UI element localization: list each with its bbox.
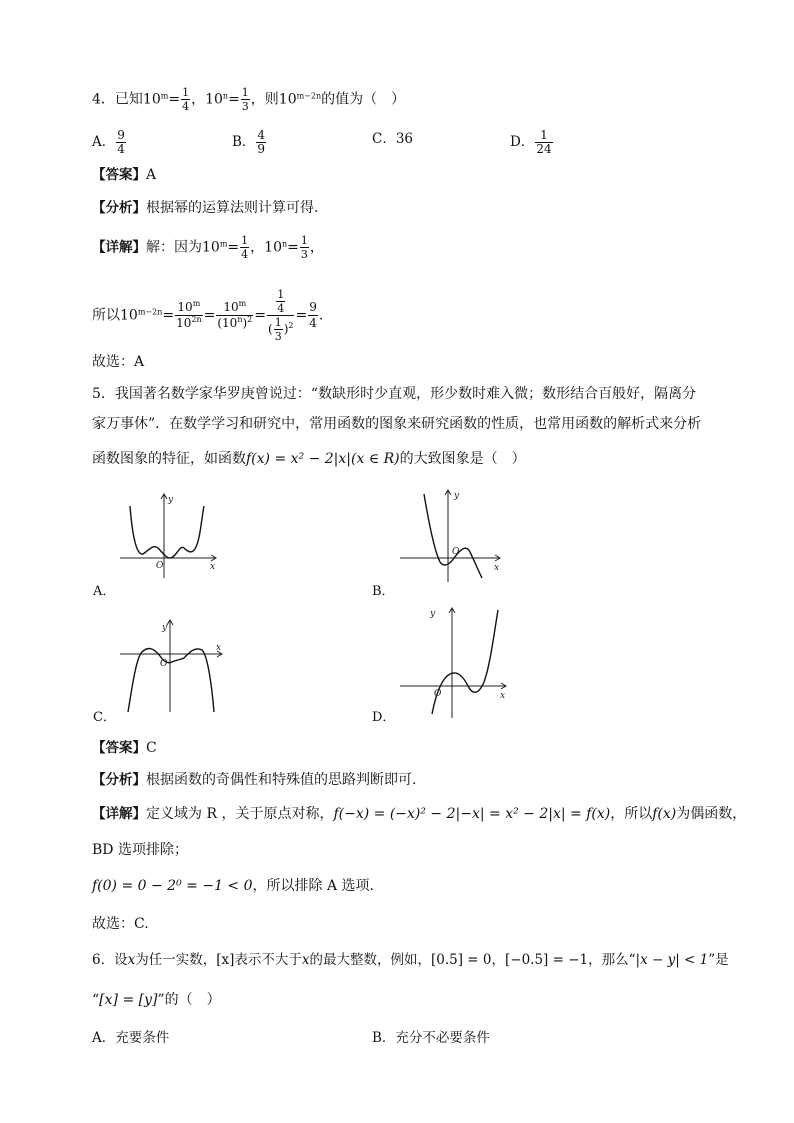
q4-choice: 故选：A [92, 354, 145, 370]
q4-option-a: A． $\frac{9}{4}$ [92, 128, 125, 156]
q4-number: 4． [92, 91, 115, 108]
svg-text:y: y [162, 623, 168, 633]
q4-option-d: D． $\frac{1}{24}$ [510, 128, 552, 156]
q5-detail-line1: 【详解】定义域为 R ，关于原点对称，f(−x) = (−x)² − 2|−x| = x² − 2|x| = f(x)，所以f(x)为偶函数， [92, 806, 747, 822]
q4-stem-end: 的值为（ ） [321, 91, 406, 108]
svg-text:x: x [500, 691, 506, 701]
graph-a-label: A． [93, 584, 116, 599]
svg-text:y: y [430, 609, 436, 619]
graph-d [398, 604, 510, 720]
fraction-one-third: $\frac{1}{3}$ [241, 86, 249, 113]
x-axis-label: x [210, 562, 216, 572]
svg-text:O: O [160, 659, 168, 669]
q6-stem-line2: “[x] = [y]”的（ ） [92, 992, 221, 1008]
q5-stem-line2: 家万事休”．在数学学习和研究中，常用函数的图象来研究函数的性质，也常用函数的解析式来分析 [92, 416, 702, 432]
fraction-one-quarter: $\frac{1}{4}$ [182, 86, 190, 113]
q4-answer: 【答案】A [92, 167, 157, 183]
q5-detail-line3: f(0) = 0 − 2⁰ = −1 < 0，所以排除 A 选项. [92, 878, 374, 894]
graph-c-label: C． [93, 710, 116, 725]
svg-text:O: O [452, 547, 460, 557]
svg-text:O: O [434, 689, 442, 699]
q5-stem-line3: 函数图象的特征，如函数f(x) = x² − 2|x|(x ∈ R)的大致图象是（ ） [92, 451, 526, 467]
svg-text:y: y [454, 491, 460, 501]
q4-base: 10 [142, 91, 161, 108]
graph-b [396, 488, 506, 584]
q5-answer: 【答案】C [92, 740, 157, 756]
answer-tag: 【答案】 [92, 167, 146, 183]
q4-detail: 【详解】解：因为$10^m=$ $\frac{1}{4}$ ，$10^n=$ $\frac{1}{3}$ ， [92, 234, 324, 261]
graph-b-label: B． [372, 584, 395, 599]
q4-option-c: C．36 [372, 131, 414, 147]
y-axis-label: y [168, 495, 174, 505]
q4-analysis: 【分析】根据幂的运算法则计算可得. [92, 200, 319, 216]
svg-text:x: x [494, 563, 500, 573]
graph-a [118, 492, 218, 580]
q5-detail-line2: BD 选项排除； [92, 842, 188, 858]
q5-formula: f(x) = x² − 2|x|(x ∈ R) [246, 451, 400, 467]
q4-stem: 4．已知$10^m=$ $\frac{1}{4}$ ，$10^n=$ $\frac{1}{3}$ ，则$10^{m-2n}$的值为（ ） [92, 86, 406, 113]
svg-text:x: x [216, 643, 222, 653]
graph-c [118, 618, 228, 714]
q6-stem-line1: 6．设x为任一实数，[x]表示不大于x的最大整数，例如，[0.5] = 0，[−0.5] = −1，那么“|x − y| < 1”是 [92, 952, 729, 968]
q4-exp-m: m [160, 91, 169, 101]
q5-stem-line1: 5．我国著名数学家华罗庚曾说过：“数缺形时少直观，形少数时难入微；数形结合百般好，隔离分 [92, 386, 697, 402]
q6-option-b: B．充分不必要条件 [372, 1030, 490, 1046]
origin-label: O [156, 561, 164, 571]
q4-option-b: B． $\frac{4}{9}$ [232, 128, 266, 156]
analysis-tag: 【分析】 [92, 200, 146, 216]
graph-d-label: D． [372, 710, 396, 725]
q5-choice: 故选：C. [92, 916, 149, 932]
q4-stem-pre: 已知 [114, 91, 143, 108]
q5-analysis: 【分析】根据函数的奇偶性和特殊值的思路判断即可. [92, 772, 417, 788]
detail-tag: 【详解】 [92, 239, 146, 256]
q4-stem-post: ，则 [250, 91, 279, 108]
q6-option-a: A．充要条件 [92, 1030, 170, 1046]
q4-derivation: 所以$10^{m-2n}=$ $\frac{10^m}{10^{2n}}$ = $\frac{10^m}{(10^n)^2}$ = $\frac{1}{4}$ ( $\frac{1}{3}$ )$^2$ = $\frac{9}{4}$ . [92, 288, 324, 343]
